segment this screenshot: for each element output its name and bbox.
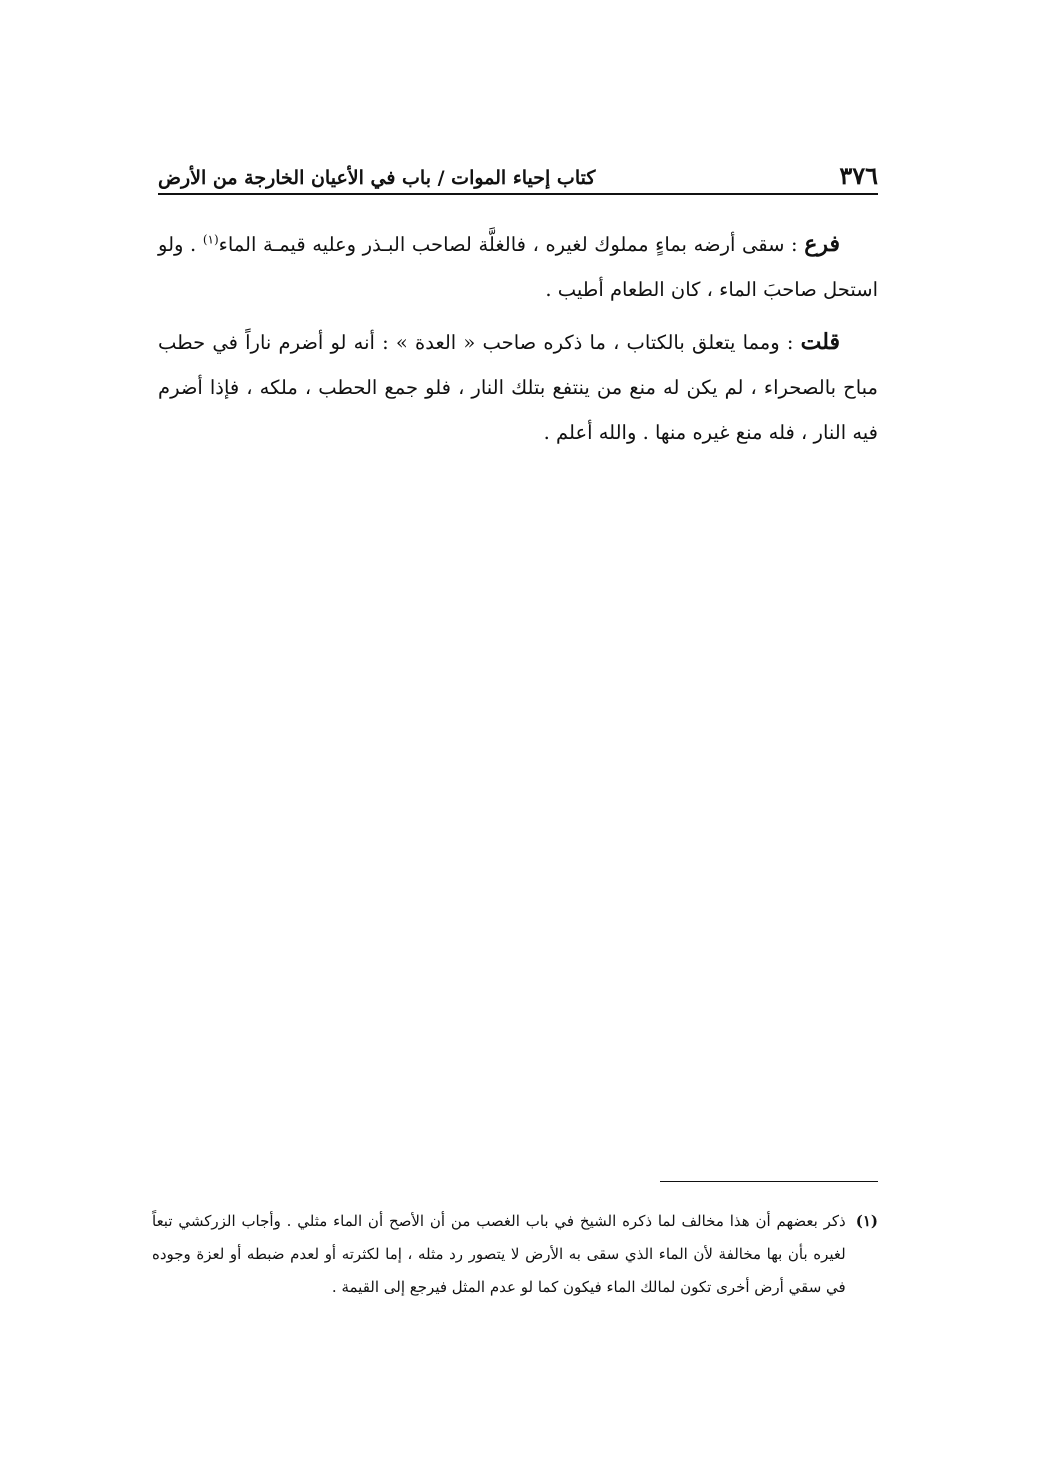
running-title: كتاب إحياء الموات / باب في الأعيان الخارجة من الأرض	[158, 167, 596, 189]
footnote	[152, 1205, 878, 1304]
paragraph-text: : سقى أرضه بماءٍ مملوك لغيره ، فالغلَّة لصاحب البـذر وعليه قيمـة الماء	[218, 233, 805, 256]
paragraph-text: : ومما يتعلق بالكتاب ، ما ذكره صاحب « العدة » : أنه لو أضرم ناراً في حطب مباح بالصحراء ، لم يكن له منع من ينتفع بتلك النار ، فلو جمع الحطب ، ملكه ، فإذا أضرم فيه النار ، فله منع غيره منها . والله أعلم .	[158, 331, 878, 444]
footnote-reference: (١)	[202, 232, 219, 247]
page-number: ٣٧٦	[839, 161, 878, 190]
header-rule	[158, 193, 878, 195]
paragraph-lead-qult: قلت	[800, 329, 840, 355]
running-header	[158, 148, 878, 188]
paragraph-lead-far: فرع	[804, 231, 841, 257]
footnote-text: ذكر بعضهم أن هذا مخالف لما ذكره الشيخ في باب الغصب من أن الأصح أن الماء مثلي . وأجاب الزركشي تبعاً لغيره بأن بها مخالفة لأن الماء الذي سقى به الأرض لا يتصور رد مثله ، إما لكثرته أو لعدم ضبطه أو لعزة وجوده في سقي أرض أخرى تكون لمالك الماء فيكون كما لو عدم المثل فيرجع إلى القيمة .	[152, 1212, 846, 1296]
footnote-marker: (١)	[855, 1212, 878, 1230]
main-text	[158, 222, 878, 463]
paragraph-text: . ولو استحل صاحبَ الماء ، كان الطعام أطيب .	[158, 233, 878, 301]
paragraph-qult	[158, 320, 878, 455]
footnote-separator	[660, 1181, 878, 1182]
paragraph-far	[158, 222, 878, 312]
